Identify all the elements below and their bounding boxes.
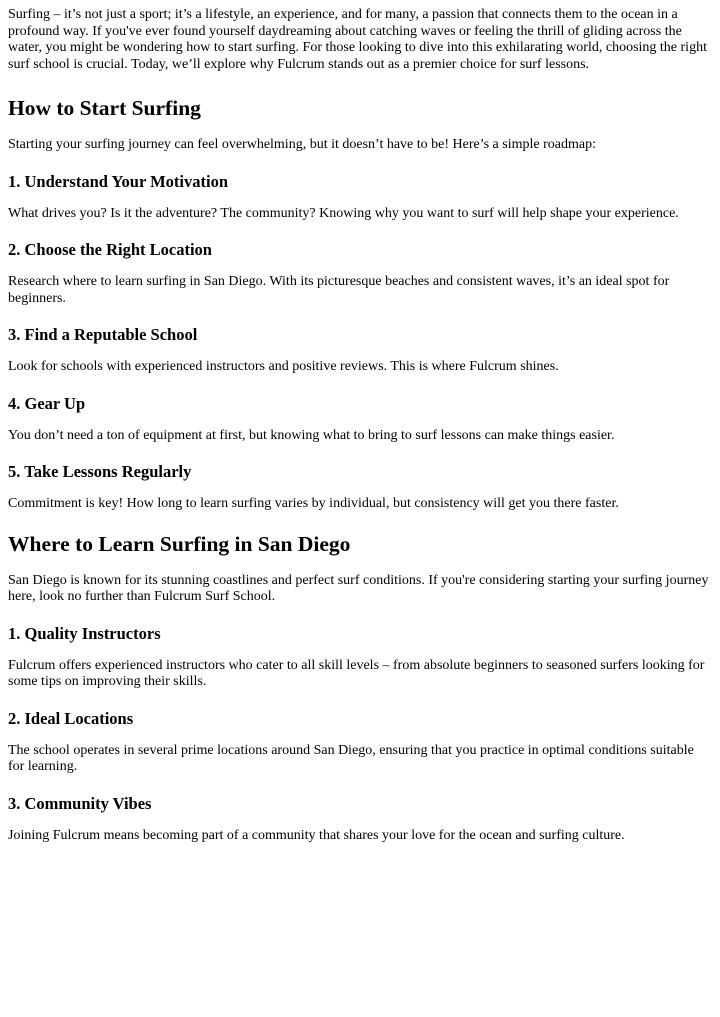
step-heading-school: 3. Find a Reputable School — [8, 325, 198, 344]
reason-body-instructors: Fulcrum offers experienced instructors who cater to all skill levels – from absolute beginners to seasoned surfers looking for some tips on improving their skills. — [8, 657, 705, 689]
step-heading-location: 2. Choose the Right Location — [8, 240, 212, 259]
section-heading-where-to-learn: Where to Learn Surfing in San Diego — [8, 531, 351, 556]
step-body-lessons: Commitment is key! How long to learn surfing varies by individual, but consistency will get you there faster. — [8, 496, 619, 511]
step-body-gear: You don’t need a ton of equipment at first, but knowing what to bring to surf lessons can make things easier. — [8, 427, 615, 443]
section-heading-how-to-start: How to Start Surfing — [8, 96, 201, 120]
reason-heading-locations: 2. Ideal Locations — [8, 708, 134, 728]
reason-body-locations: The school operates in several prime locations around San Diego, ensuring that you practice in optimal conditions suitable for learning. — [8, 742, 694, 774]
reason-heading-instructors: 1. Quality Instructors — [8, 623, 161, 643]
intro-paragraph: Surfing – it’s not just a sport; it’s a lifestyle, an experience, and for many, a passion that connects them to the ocean in a profound way. If you've ever found yourself daydreaming about catching waves or feeling the thrill of gliding across the water, you might be wondering how to start surfing. For those looking to dive into this exhilarating world, choosing the right surf school is crucial. Today, we’ll explore why Fulcrum stands out as a premier choice for surf lessons. — [8, 7, 707, 72]
reason-heading-community: 3. Community Vibes — [8, 793, 152, 813]
section-lead-how-to-start: Starting your surfing journey can feel overwhelming, but it doesn’t have to be! Here’s a simple roadmap: — [8, 137, 596, 152]
step-heading-gear: 4. Gear Up — [8, 393, 86, 413]
step-body-school: Look for schools with experienced instructors and positive reviews. This is where Fulcrum shines. — [8, 359, 559, 374]
step-body-location: Research where to learn surfing in San Diego. With its picturesque beaches and consistent waves, it’s an ideal spot for beginners. — [8, 274, 670, 306]
section-lead-where-to-learn: San Diego is known for its stunning coastlines and perfect surf conditions. If you're considering starting your surfing journey here, look no further than Fulcrum Surf School. — [8, 572, 709, 604]
step-body-motivation: What drives you? Is it the adventure? The community? Knowing why you want to surf will help shape your experience. — [8, 205, 679, 221]
step-heading-lessons: 5. Take Lessons Regularly — [8, 462, 192, 481]
reason-body-community: Joining Fulcrum means becoming part of a community that shares your love for the ocean and surfing culture. — [8, 827, 625, 843]
step-heading-motivation: 1. Understand Your Motivation — [8, 171, 229, 191]
